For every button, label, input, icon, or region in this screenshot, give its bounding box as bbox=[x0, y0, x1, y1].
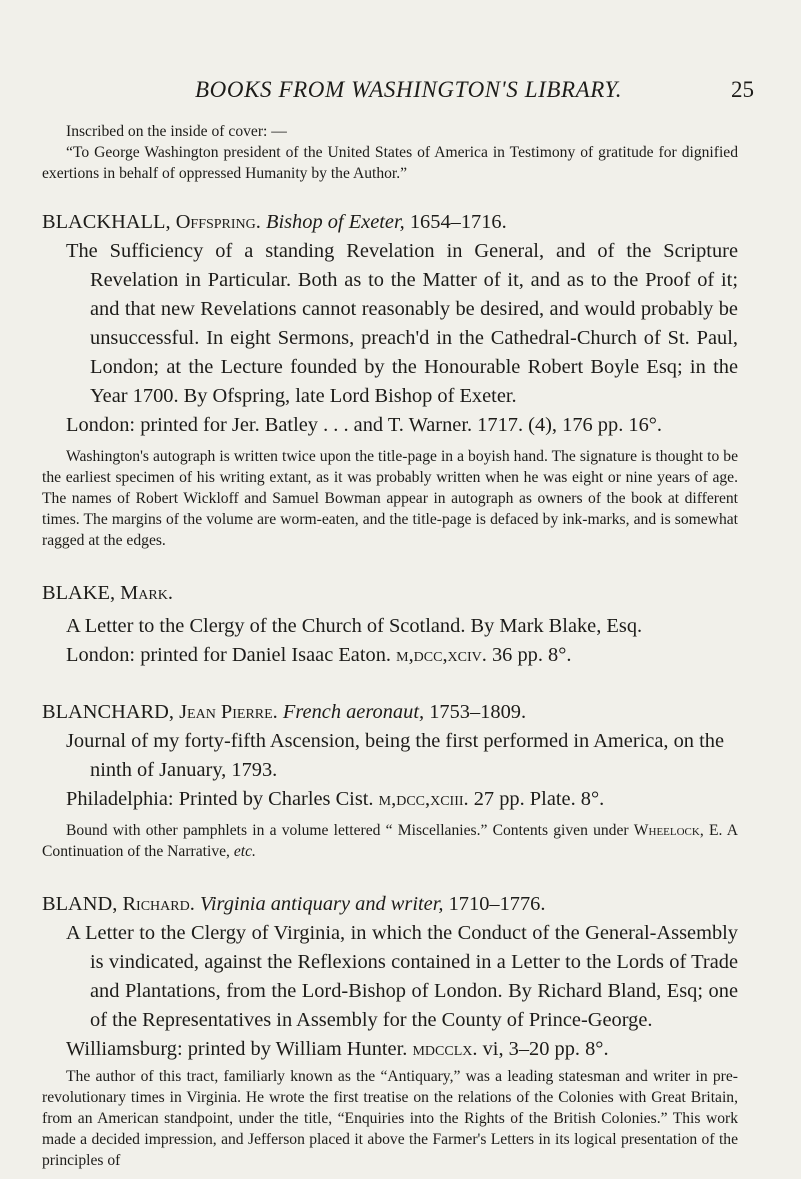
imprint-collation: 27 pp. Plate. 8°. bbox=[473, 788, 605, 810]
entry-imprint bbox=[66, 785, 738, 814]
entry-bland bbox=[42, 890, 738, 1171]
author-dates: 1753–1809. bbox=[429, 701, 527, 723]
page-content bbox=[42, 121, 738, 1171]
entry-blake bbox=[42, 579, 738, 670]
author-given-name: Offspring. bbox=[175, 211, 261, 233]
author-dates: 1710–1776. bbox=[448, 893, 546, 915]
entry-note bbox=[42, 820, 738, 862]
entry-blanchard bbox=[42, 698, 738, 862]
note-etc: etc. bbox=[233, 843, 256, 860]
imprint-publisher: London: printed for Daniel Isaac Eaton. bbox=[66, 644, 392, 666]
entry-heading bbox=[42, 698, 738, 727]
entry-blackhall bbox=[42, 208, 738, 551]
entry-title: A Letter to the Clergy of Virginia, in which the Conduct of the General-Assembly is vindicated, against the Reflexions contained in a Letter to the Lords of Trade and Plantations, from the Lord-Bishop of London. By Richard Bland, Esq; one of the Representatives in Assembly for the County of Prince-George. bbox=[66, 922, 738, 1031]
note-reference-title: A Continuation of the Narrative, bbox=[42, 822, 738, 860]
running-title: BOOKS FROM WASHINGTON'S LIBRARY. bbox=[195, 77, 623, 102]
inscription-intro: Inscribed on the inside of cover: — bbox=[66, 123, 287, 140]
author-role: Virginia antiquary and writer, bbox=[199, 893, 444, 915]
imprint-year-roman: m,dcc,xciii. bbox=[378, 788, 469, 810]
imprint-year-roman: mdcclx. bbox=[412, 1038, 478, 1060]
inscription-quote: “To George Washington president of the United States of America in Testimony of gratitude for dignified exertions in behalf of oppressed Humanity by the Author.” bbox=[42, 144, 738, 182]
entry-imprint: London: printed for Jer. Batley . . . and T. Warner. 1717. (4), 176 pp. 16°. bbox=[66, 414, 663, 436]
imprint-publisher: Philadelphia: Printed by Charles Cist. bbox=[66, 788, 374, 810]
entry-heading bbox=[42, 208, 738, 237]
entry-note: Washington's autograph is written twice upon the title-page in a boyish hand. The signature is thought to be the earliest specimen of his writing extant, as it was probably written when he was eight or nine years of age. The names of Robert Wickloff and Samuel Bowman appear in autograph as owners of the book at different times. The margins of the volume are worm-eaten, and the title-page is defaced by ink-marks, and is somewhat ragged at the edges. bbox=[42, 448, 738, 549]
imprint-publisher: Williamsburg: printed by William Hunter. bbox=[66, 1038, 408, 1060]
entry-heading bbox=[42, 579, 738, 608]
entry-title: The Sufficiency of a standing Revelation in General, and of the Scripture Revelation in Particular. Both as to the Matter of it, and as to the Proof of it; and that new Revelations cannot reasonably be desired, and would probably be unsuccessful. In eight Sermons, preach'd in the Cathedral-Church of St. Paul, London; at the Lecture founded by the Honourable Robert Boyle Esq; in the Year 1700. By Ofspring, late Lord Bishop of Exeter. bbox=[66, 240, 738, 407]
entry-note: The author of this tract, familiarly known as the “Antiquary,” was a leading statesman and writer in pre-revolutionary times in Virginia. He wrote the first treatise on the relations of the Colonies with Great Britain, from an American standpoint, under the title, “Enquiries into the Rights of the British Colonies.” This work made a decided impression, and Jefferson placed it above the Farmer's Letters in its logical presentation of the principles of bbox=[42, 1068, 738, 1169]
entry-title: A Letter to the Clergy of the Church of Scotland. By Mark Blake, Esq. bbox=[66, 615, 643, 637]
author-dates: 1654–1716. bbox=[409, 211, 507, 233]
entry-imprint bbox=[66, 1035, 738, 1064]
imprint-collation: 36 pp. 8°. bbox=[491, 644, 572, 666]
imprint-collation: vi, 3–20 pp. 8°. bbox=[482, 1038, 609, 1060]
author-surname: BLAND, bbox=[42, 893, 118, 915]
page-header bbox=[0, 77, 801, 107]
author-role: Bishop of Exeter, bbox=[266, 211, 405, 233]
entry-heading bbox=[42, 890, 738, 919]
note-cross-reference: Wheelock, E. bbox=[633, 822, 723, 839]
imprint-year-roman: m,dcc,xciv. bbox=[396, 644, 487, 666]
page-number: 25 bbox=[731, 77, 754, 102]
author-given-name: Mark. bbox=[120, 582, 173, 604]
author-given-name: Jean Pierre. bbox=[179, 701, 278, 723]
author-surname: BLACKHALL, bbox=[42, 211, 171, 233]
author-role: French aeronaut, bbox=[282, 701, 425, 723]
author-surname: BLANCHARD, bbox=[42, 701, 174, 723]
author-given-name: Richard. bbox=[122, 893, 195, 915]
inscription-block bbox=[42, 121, 738, 184]
entry-title: Journal of my forty-fifth Ascension, being the first performed in America, on the ninth of January, 1793. bbox=[66, 730, 724, 781]
note-text: Bound with other pamphlets in a volume lettered “ Miscellanies.” Contents given under bbox=[66, 822, 629, 839]
author-surname: BLAKE, bbox=[42, 582, 116, 604]
entry-imprint bbox=[66, 641, 738, 670]
